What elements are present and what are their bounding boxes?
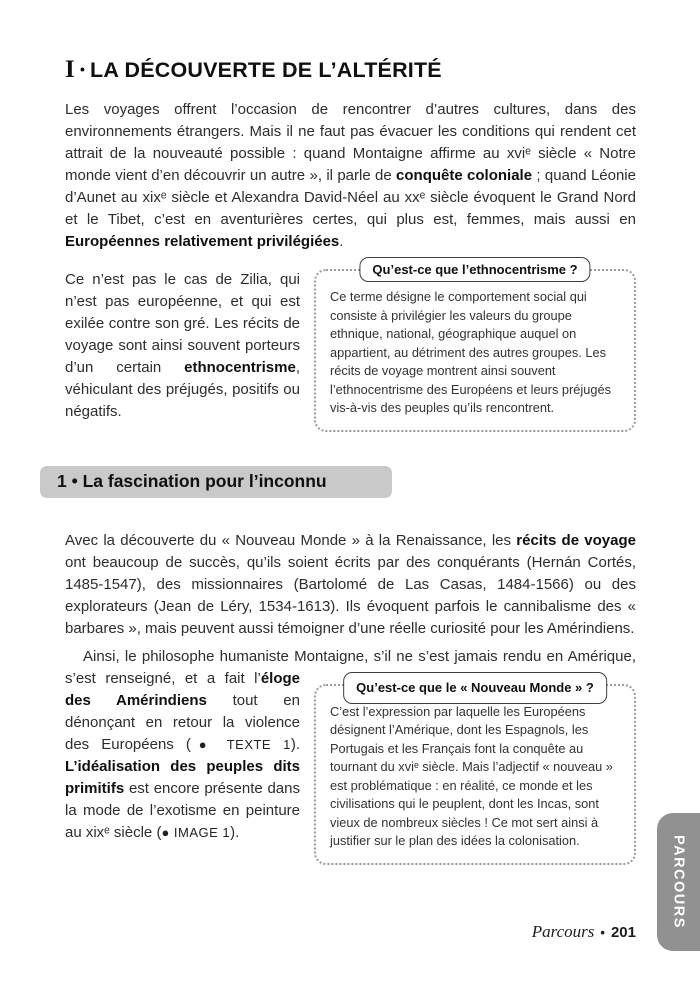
text-run: rendu en Amérique, s’est renseigné, et a fait l’: [65, 647, 636, 687]
page-content: [57, 56, 636, 871]
text-run-bold: Européennes relativement privilégiées: [65, 233, 340, 250]
callout-nouveau-monde-title: Qu’est-ce que le « Nouveau Monde » ?: [343, 672, 607, 704]
text-run: Ainsi, le philosophe humaniste Montaigne, s’il ne s’est jamais: [83, 647, 503, 665]
intro-with-callout: [65, 262, 636, 436]
text-run: Avec la découverte du « Nouveau Monde » à la Renaissance, les: [65, 531, 517, 549]
section1-paragraph-1: [65, 530, 636, 640]
callout-ethnocentrism-body: Ce terme désigne le comportement social qui consiste à privilégier les valeurs du groupe ethnique, national, géographique auquel on appartient, au détriment des autres groupes. Les récits de voyage montrent ainsi souvent l’ethnocentrisme des Européens et leurs préjugés vis-à-vis des peuples qu’ils rencontrent.: [330, 289, 611, 415]
page-number: 201: [610, 924, 636, 941]
callout-nouveau-monde: [314, 679, 636, 865]
callout-nouveau-monde-body: C’est l’expression par laquelle les Européens désignent l’Amérique, dont les Espagnols, les Portugais et les Français font la conquête au tournant du xviᵉ siècle. Mais l’adjectif « nouveau » est problématique : en réalité, ce monde et les civilisations qui le peuplent, dont les Incas, sont vieux de nombreux siècles ! Ce mot sert ainsi à justifier sur le plan des idées la colonisation.: [330, 703, 613, 848]
page-footer: [532, 922, 636, 942]
callout-ethnocentrism: [314, 262, 636, 432]
footer-bullet: •: [600, 925, 605, 940]
chapter-numeral: I: [65, 56, 75, 83]
text-run-bold: récits de voyage: [516, 531, 636, 549]
parcours-side-tab-label: PARCOURS: [670, 835, 687, 929]
page-title: [65, 56, 636, 84]
text-run: est encore présente dans la mode de l’exotisme en peinture au xixᵉ siècle (: [65, 779, 300, 841]
title-bullet: •: [79, 61, 86, 77]
image-1-reference: ● IMAGE 1: [161, 824, 231, 840]
text-run: ont beaucoup de succès, qu’ils soient écrits par des conquérants (Hernán Cortés, 1485-1547), des missionnaires (Bartolomé de Las Casas, 1484-1566) ou des explorateurs (Jean de Léry, 1534-1613). Ils évoquent parfois le cannibalisme des « barbares », mais peuvent aussi témoigner d’une réelle curiosité pour les Amérindiens.: [65, 553, 636, 637]
text-run: ; quand Léonie d’Aunet au xixᵉ siècle et Alexandra David-Néel au xxᵉ siècle évoquent le Grand Nord et le Tibet, c’est en aventurières certes, qui plus est, femmes, mais aussi en: [65, 167, 636, 228]
text-run-bold: L’idéalisation des peuples dits primitifs: [65, 757, 300, 797]
text-run-bold: conquête coloniale: [396, 167, 533, 184]
intro-paragraph-1: [65, 99, 636, 253]
footer-collection-name: Parcours: [531, 922, 595, 941]
text-run: tout en dénonçant en retour la violence des Européens (: [65, 691, 300, 753]
text-run-bold: éloge des Amérindiens: [65, 669, 300, 709]
parcours-side-tab: [657, 813, 700, 951]
text-run: Ce n’est pas le cas de Zilia, qui n’est pas européenne, et qui est exilée contre son gré. Les récits de voyage sont ainsi souvent porteurs d’un certain: [65, 271, 300, 376]
text-run: ).: [230, 823, 240, 841]
section1-paragraph-2: [65, 646, 636, 848]
text-run: ).: [290, 735, 301, 753]
text-run: , véhiculant des préjugés, positifs ou négatifs.: [65, 359, 300, 420]
callout-ethnocentrism-title: Qu’est-ce que l’ethnocentrisme ?: [359, 257, 590, 282]
title-text: LA DÉCOUVERTE DE L’ALTÉRITÉ: [90, 58, 442, 82]
text-run: .: [339, 233, 344, 250]
texte-1-reference: ● TEXTE 1: [190, 736, 291, 752]
section-1-heading: 1 • La fascination pour l’inconnu: [40, 466, 392, 498]
text-run-bold: ethnocentrisme: [184, 359, 296, 376]
text-run: Les voyages offrent l’occasion de rencontrer d’autres cultures, dans des environnements étrangers. Mais il ne faut pas évacuer les conditions qui rendent cet attrait de la nouveauté possible : quand Montaigne affirme au xviᵉ siècle « Notre monde vient d’en découvrir un autre », il parle de: [65, 101, 636, 184]
